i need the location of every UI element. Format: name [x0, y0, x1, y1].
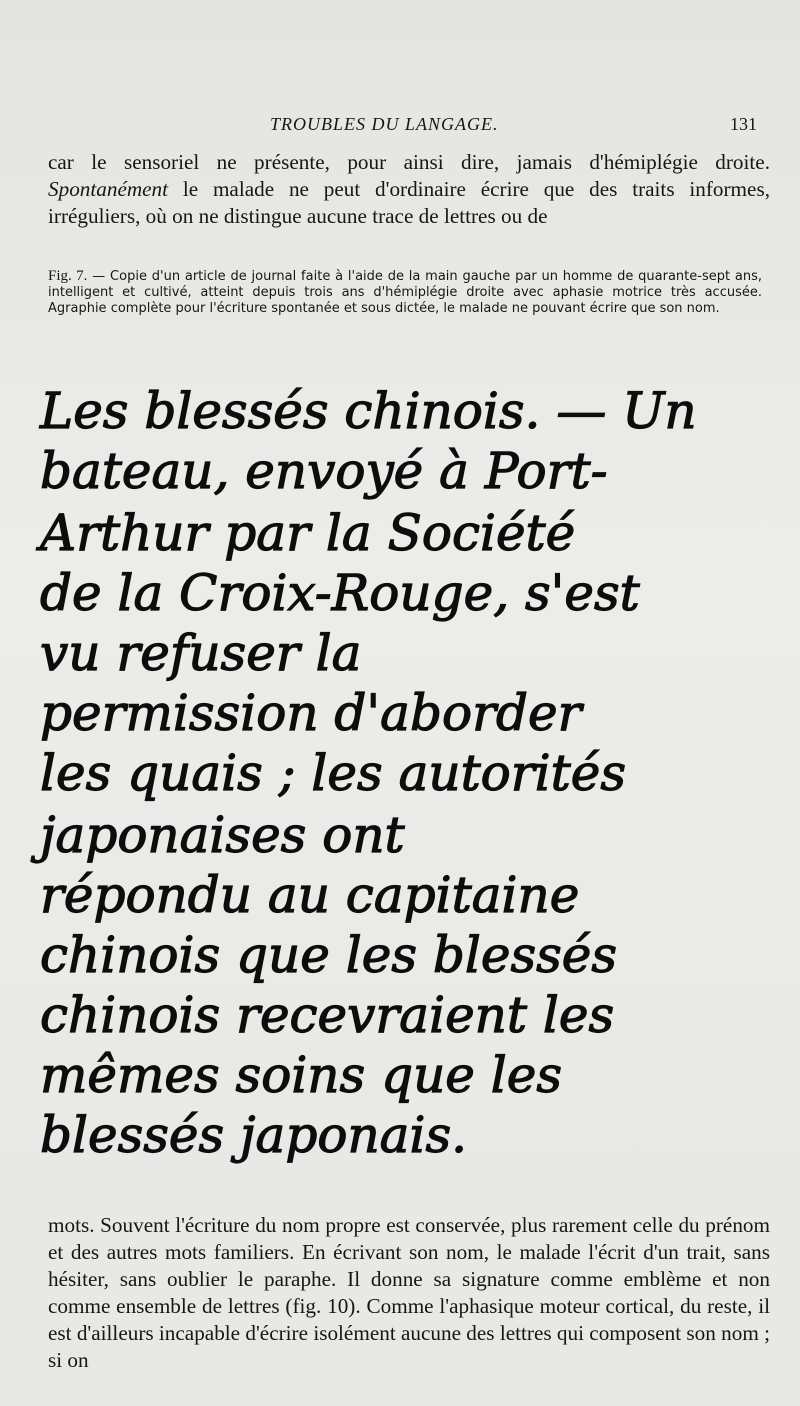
- handwriting-line: les quais ; les autorités: [40, 744, 627, 802]
- running-header: [0, 112, 800, 140]
- handwriting-line: chinois recevraient les: [40, 986, 615, 1044]
- handwriting-line: de la Croix-Rouge, s'est: [40, 564, 640, 622]
- page-number: 131: [730, 114, 757, 134]
- body-text: mots. Souvent l'écriture du nom propre est conservée, plus rarement celle du prénom et des autres mots familiers. En écrivant son nom, le malade l'écrit d'un trait, sans hésiter, sans oublier le paraphe. Il donne sa signature comme emblème et non comme ensemble de lettres (fig. 10). Comme l'aphasique moteur cortical, du reste, il est d'ailleurs incapable d'écrire isolément aucune des lettres qui composent son nom ; si on: [48, 1213, 770, 1372]
- body-paragraph-bottom: [48, 1212, 770, 1374]
- handwriting-line: blessés japonais.: [40, 1106, 468, 1164]
- handwriting-line: vu refuser la: [40, 624, 362, 682]
- body-paragraph-top: [48, 149, 770, 230]
- figure-label: Fig. 7.: [48, 268, 88, 284]
- italic-word: Spontanément: [48, 177, 169, 201]
- handwriting-specimen: [40, 378, 780, 1178]
- body-sentence: car le sensoriel ne présente, pour ainsi dire, jamais d'hémiplégie droite.: [48, 150, 770, 174]
- body-line: [48, 149, 770, 230]
- handwriting-line: Arthur par la Société: [40, 504, 576, 562]
- handwriting-line: chinois que les blessés: [40, 926, 618, 984]
- handwriting-line: permission d'aborder: [40, 684, 582, 742]
- handwriting-line: répondu au capitaine: [40, 866, 580, 924]
- caption-text: — Copie d'un article de journal faite à l'aide de la main gauche par un homme de quarante-sept ans, intelligent et cultivé, atteint depuis trois ans d'hémiplégie droite avec aphasie motrice très accusée. Agraphie complète pour l'écriture spontanée et sous dictée, le malade ne pouvant écrire que son nom.: [48, 269, 762, 316]
- handwriting-line: japonaises ont: [40, 806, 405, 864]
- handwriting-line: mêmes soins que les: [40, 1046, 562, 1104]
- handwriting-line: Les blessés chinois. — Un: [40, 382, 697, 440]
- header-title: TROUBLES DU LANGAGE.: [270, 114, 499, 134]
- handwriting-line: bateau, envoyé à Port-: [40, 442, 608, 500]
- figure-caption: [48, 268, 762, 317]
- body-sentence: le malade ne peut d'ordinaire écrire que des traits informes, irréguliers, où on ne distingue aucune trace de lettres ou de: [48, 177, 770, 228]
